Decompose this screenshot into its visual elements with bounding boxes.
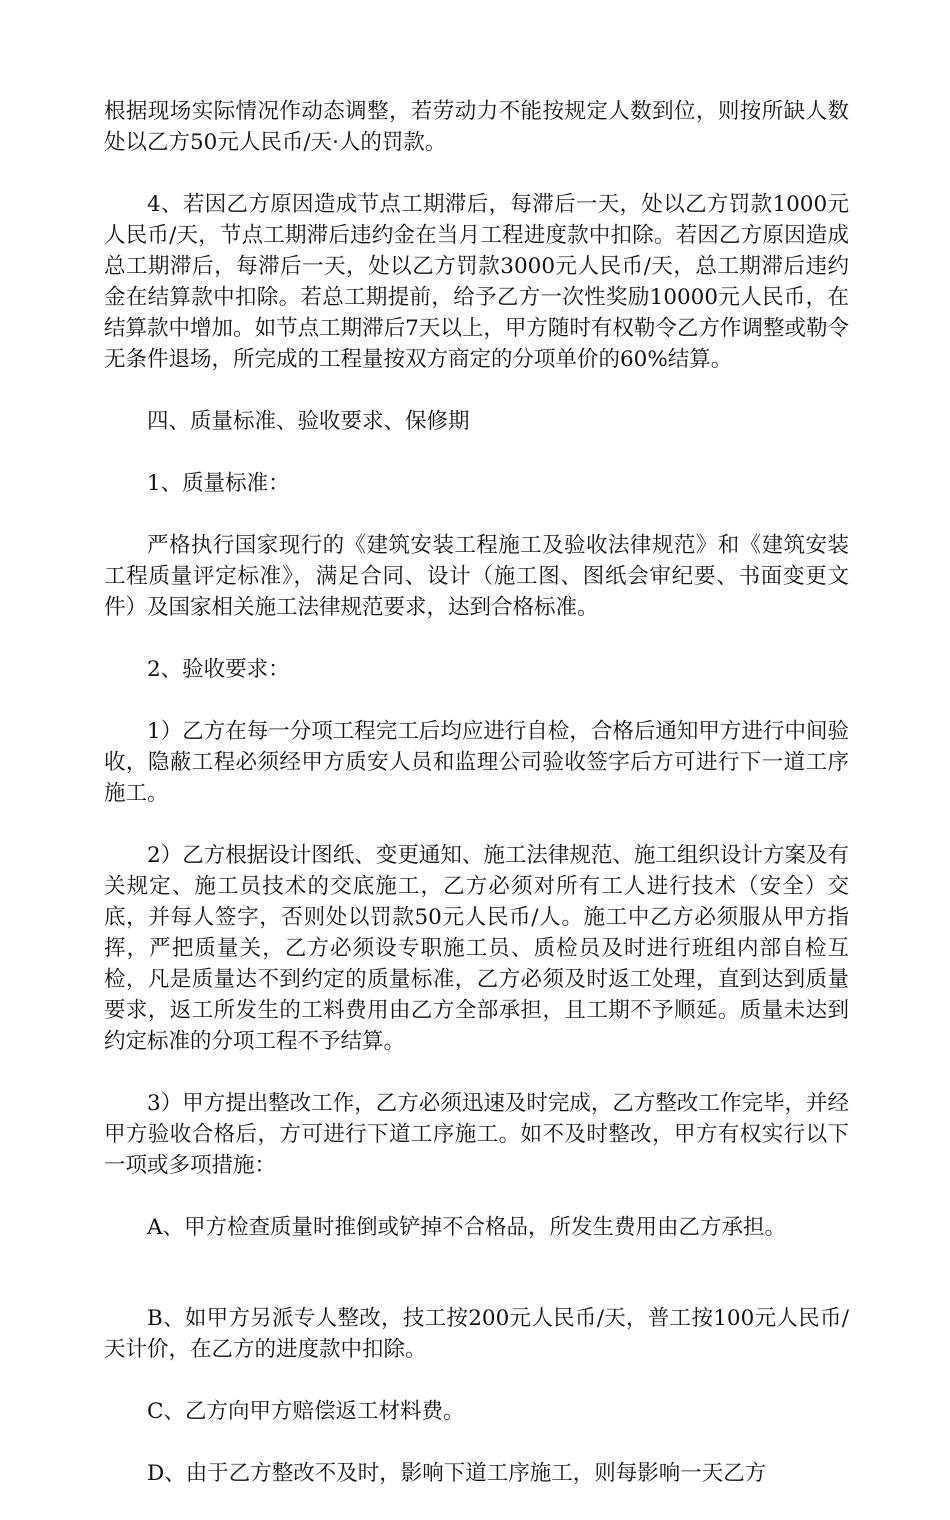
subheading-acceptance-requirements: 2、验收要求： (147, 657, 290, 682)
paragraph-measure-b: B、如甲方另派专人整改，技工按200元人民币/天，普工按100元人民币/天计价，在乙方的进度款中扣除。 (104, 1306, 849, 1362)
paragraph-labor-penalty: 根据现场实际情况作动态调整，若劳动力不能按规定人数到位，则按所缺人数处以乙方50元人民币/天·人的罚款。 (104, 99, 849, 155)
subheading-quality-standard: 1、质量标准： (147, 471, 290, 496)
paragraph-self-inspection: 1）乙方在每一分项工程完工后均应进行自检，合格后通知甲方进行中间验收，隐蔽工程必须经甲方质安人员和监理公司验收签字后方可进行下一道工序施工。 (104, 719, 849, 806)
paragraph-measure-c: C、乙方向甲方赔偿返工材料费。 (147, 1399, 465, 1424)
paragraph-quality-standard: 严格执行国家现行的《建筑安装工程施工及验收法律规范》和《建筑安装工程质量评定标准》，满足合同、设计（施工图、图纸会审纪要、书面变更文件）及国家相关施工法律规范要求，达到合格标准。 (104, 533, 849, 620)
paragraph-measure-d: D、由于乙方整改不及时，影响下道工序施工，则每影响一天乙方 (147, 1461, 767, 1486)
document-body (104, 96, 849, 1520)
paragraph-measure-a: A、甲方检查质量时推倒或铲掉不合格品，所发生费用由乙方承担。 (147, 1215, 787, 1240)
paragraph-construction-requirements: 2）乙方根据设计图纸、变更通知、施工法律规范、施工组织设计方案及有关规定、施工员技术的交底施工，乙方必须对所有工人进行技术（安全）交底，并每人签字，否则处以罚款50元人民币/人。施工中乙方必须服从甲方指挥，严把质量关，乙方必须设专职施工员、质检员及时进行班组内部自检互检，凡是质量达不到约定的质量标准，乙方必须及时返工处理，直到达到质量要求，返工所发生的工料费用由乙方全部承担，且工期不予顺延。质量未达到约定标准的分项工程不予结算。 (104, 843, 849, 1054)
section-heading-quality: 四、质量标准、验收要求、保修期 (147, 409, 470, 434)
paragraph-schedule-delay-penalty: 4、若因乙方原因造成节点工期滞后，每滞后一天，处以乙方罚款1000元人民币/天，节点工期滞后违约金在当月工程进度款中扣除。若因乙方原因造成总工期滞后，每滞后一天，处以乙方罚款3000元人民币/天，总工期滞后违约金在结算款中扣除。若总工期提前，给予乙方一次性奖励10000元人民币，在结算款中增加。如节点工期滞后7天以上，甲方随时有权勒令乙方作调整或勒令无条件退场，所完成的工程量按双方商定的分项单价的60%结算。 (104, 192, 849, 372)
paragraph-rectification: 3）甲方提出整改工作，乙方必须迅速及时完成，乙方整改工作完毕，并经甲方验收合格后，方可进行下道工序施工。如不及时整改，甲方有权实行以下一项或多项措施： (104, 1091, 849, 1178)
